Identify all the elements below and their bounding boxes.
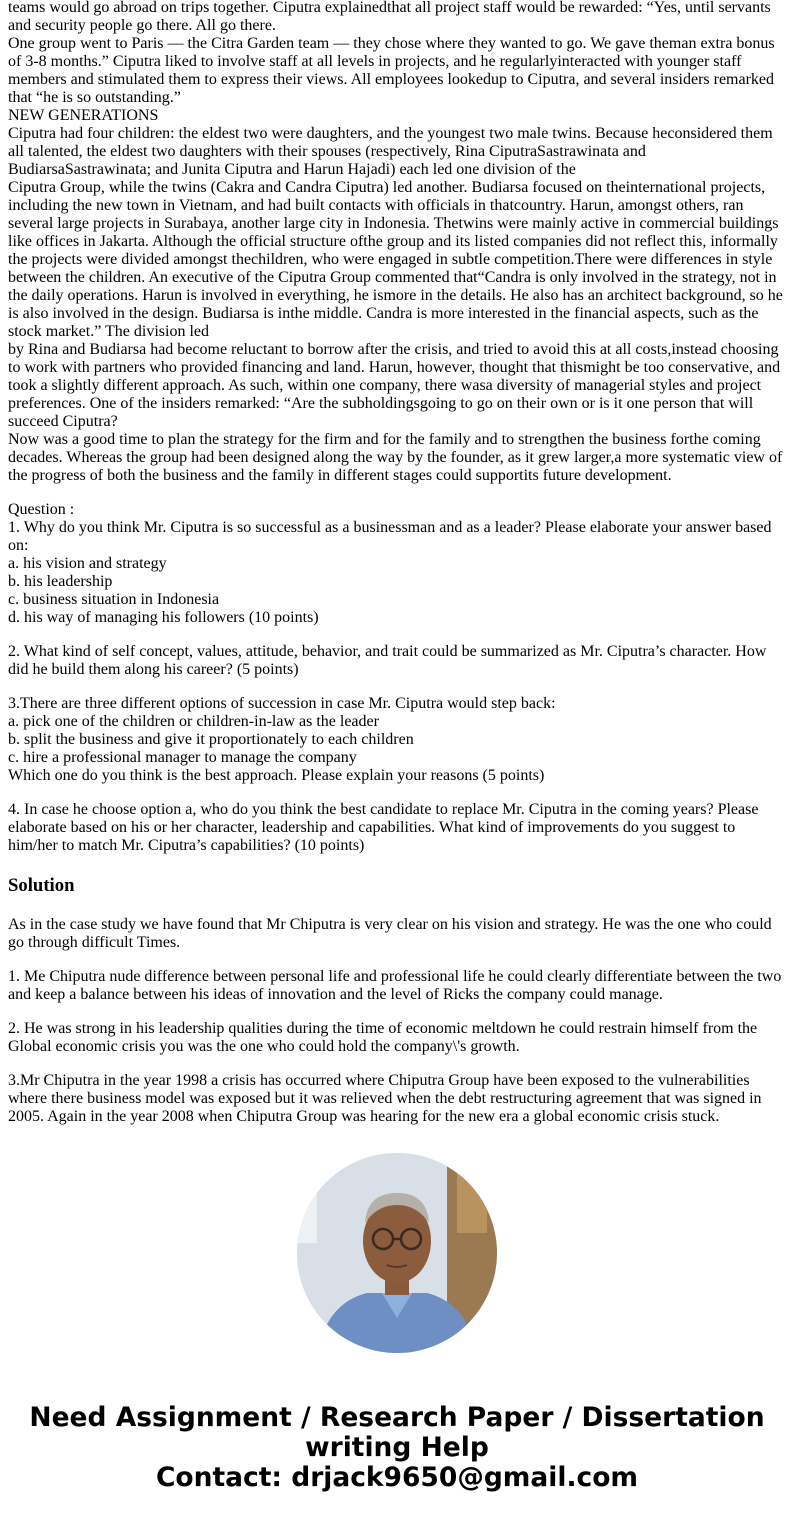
case-paragraph: Now was a good time to plan the strategy for the firm and for the family and to strengthen the business forthe coming decades. Whereas the group had been designed along the way by the founder, as it grew larger,a more systematic view of the progress of both the business and the family in different stages could supportits future development. [8, 431, 783, 484]
case-paragraph: by Rina and Budiarsa had become reluctant to borrow after the crisis, and tried to avoid this at all costs,instead choosing to work with partners who provided financing and land. Harun, however, thought that thismight be too conservative, and took a slightly different approach. As such, within one company, there wasa diversity of managerial styles and project preferences. One of the insiders remarked: “Are the subholdingsgoing to go on their own or is it one person that will succeed Ciputra? [8, 341, 781, 430]
question-3-option-a: a. pick one of the children or children-in-law as the leader [8, 713, 379, 730]
question-1: 1. Why do you think Mr. Ciputra is so successful as a businessman and as a leader? Please elaborate your answer based on: [8, 519, 772, 554]
document-body [8, 0, 786, 1126]
promo-banner [0, 1403, 794, 1493]
question-3-prompt: Which one do you think is the best approach. Please explain your reasons (5 points) [8, 767, 545, 784]
promo-contact: Contact: drjack9650@gmail.com [155, 1462, 639, 1493]
question-2: 2. What kind of self concept, values, attitude, behavior, and trait could be summarized as Mr. Ciputra’s character. How did he build them along his career? (5 points) [8, 643, 767, 678]
author-avatar [297, 1153, 497, 1353]
case-paragraph: Ciputra Group, while the twins (Cakra and Candra Ciputra) led another. Budiarsa focused on theinternational projects, including the new town in Vietnam, and had built contacts with officials in thatcountry. Harun, amongst others, ran several large projects in Surabaya, another large city in Indonesia. Thetwins were mainly active in commercial buildings like offices in Jakarta. Although the official structure ofthe group and its listed companies did not reflect this, informally the projects were divided amongst thechildren, who were engaged in subtle competition.There were differences in style between the children. An executive of the Ciputra Group commented that“Candra is only involved in the strategy, not in the daily operations. Harun is involved in everything, he ismore in the details. He also has an architect background, so he is also involved in the design. Budiarsa is inthe middle. Candra is more interested in the financial aspects, such as the stock market.” The division led [8, 179, 783, 340]
question-3-option-b: b. split the business and give it proportionately to each children [8, 731, 414, 748]
question-3: 3.There are three different options of succession in case Mr. Ciputra would step back: [8, 695, 556, 712]
question-1-option-b: b. his leadership [8, 573, 113, 590]
solution-point-3: 3.Mr Chiputra in the year 1998 a crisis has occurred where Chiputra Group have been exposed to the vulnerabilities where there business model was exposed but it was relieved when the debt restructuring agreement that was signed in 2005. Again in the year 2008 when Chiputra Group was hearing for the new era a global economic crisis stuck. [8, 1072, 762, 1125]
question-1-option-d: d. his way of managing his followers (10 points) [8, 609, 319, 626]
case-paragraph: Ciputra had four children: the eldest two were daughters, and the youngest two male twins. Because heconsidered them all talented, the eldest two daughters with their spouses (respectively, Rina CiputraSastrawinata and BudiarsaSastrawinata; and Junita Ciputra and Harun Hajadi) each led one division of the [8, 125, 773, 178]
promo-headline: Need Assignment / Research Paper / Dissertation writing Help [29, 1402, 765, 1463]
question-4: 4. In case he choose option a, who do you think the best candidate to replace Mr. Ciputra in the coming years? Please elaborate based on his or her character, leadership and capabilities. What kind of improvements do you suggest to him/her to match Mr. Ciputra’s capabilities? (10 points) [8, 801, 759, 854]
case-paragraph: teams would go abroad on trips together. Ciputra explainedthat all project staff would be rewarded: “Yes, until servants and security people go there. All go there. [8, 0, 771, 34]
question-label: Question : [8, 501, 75, 518]
question-1-option-a: a. his vision and strategy [8, 555, 167, 572]
solution-heading: Solution [8, 875, 75, 896]
question-3-option-c: c. hire a professional manager to manage the company [8, 749, 357, 766]
case-paragraph: One group went to Paris — the Citra Garden team — they chose where they wanted to go. We gave theman extra bonus of 3-8 months.” Ciputra liked to involve staff at all levels in projects, and he regularlyinteracted with younger staff members and stimulated them to express their views. All employees lookedup to Ciputra, and several insiders remarked that “he is so outstanding.” [8, 35, 775, 106]
solution-intro: As in the case study we have found that Mr Chiputra is very clear on his vision and strategy. He was the one who could go through difficult Times. [8, 916, 772, 951]
section-heading: NEW GENERATIONS [8, 107, 159, 124]
author-portrait [297, 1153, 497, 1353]
question-1-option-c: c. business situation in Indonesia [8, 591, 220, 608]
solution-point-1: 1. Me Chiputra nude difference between personal life and professional life he could clearly differentiate between the two and keep a balance between his ideas of innovation and the level of Ricks the company could manage. [8, 968, 782, 1003]
solution-point-2: 2. He was strong in his leadership qualities during the time of economic meltdown he could restrain himself from the Global economic crisis you was the one who could hold the company\'s growth. [8, 1020, 758, 1055]
